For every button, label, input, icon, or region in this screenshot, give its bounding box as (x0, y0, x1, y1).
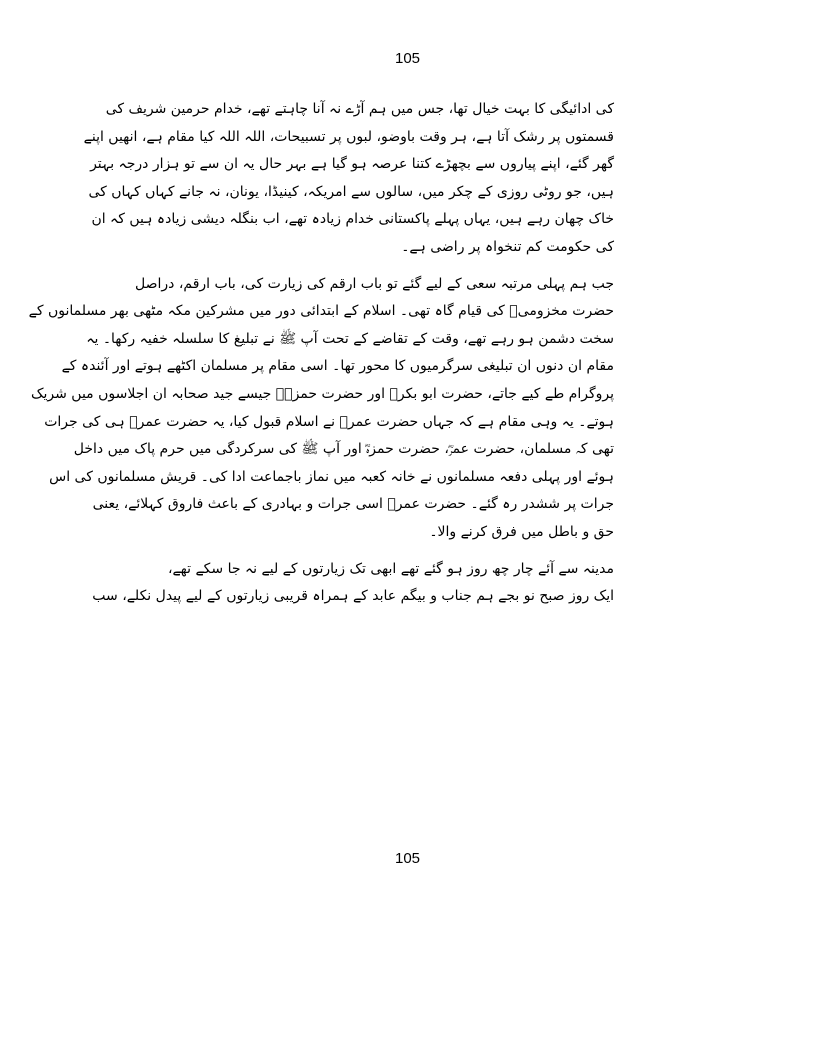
text-line: کی حکومت کم تنخواہ پر راضی ہے۔ (401, 238, 614, 255)
text-line: ایک روز صبح نو بجے ہم جناب و بیگم عابد کے ہمراہ قریبی زیارتوں کے لیے پیدل نکلے، سب (92, 588, 614, 605)
page-number-bottom: 105 (394, 850, 421, 867)
text-line: ہیں، جو روٹی روزی کے چکر میں، سالوں سے امریکہ، کینیڈا، یونان، نہ جانے کہاں کہاں کی (88, 183, 614, 200)
paragraph (92, 556, 614, 611)
text-line: جب ہم پہلی مرتبہ سعی کے لیے گئے تو باب ارقم کی زیارت کی، باب ارقم، دراصل (135, 275, 614, 292)
text-line: سخت دشمن ہو رہے تھے، وقت کے تقاضے کے تحت آپ ﷺ نے تبلیغ کا سلسلہ خفیہ رکھا۔ یہ (86, 330, 614, 347)
text-line: مقام ان دنوں ان تبلیغی سرگرمیوں کا محور تھا۔ اسی مقام پر مسلمان اکٹھے ہوتے اور آئندہ کے (61, 358, 614, 375)
text-line: کی ادائیگی کا بہت خیال تھا، جس میں ہم آڑے نہ آنا چاہتے تھے، خدام حرمین شریف کی (105, 101, 614, 117)
text-line: گھر گئے، اپنے پیاروں سے بچھڑے کتنا عرصہ ہو گیا ہے بہر حال یہ ان سے تو ہزار درجہ بہتر (90, 156, 614, 173)
paragraph (28, 271, 614, 547)
paragraph (83, 96, 614, 262)
text-line: مدینہ سے آئے چار چھ روز ہو گئے تھے ابھی تک زیارتوں کے لیے نہ جا سکے تھے، (167, 560, 614, 577)
text-line: جرات پر ششدر رہ گئے۔ حضرت عمرؓ اسی جرات و بہادری کے باعث فاروق کہلائے، یعنی (92, 496, 614, 513)
text-line: حضرت مخزومیؓ کی قیام گاہ تھی۔ اسلام کے ابتدائی دور میں مشرکین مکہ مٹھی بھر مسلمانوں کے (28, 303, 614, 320)
text-line: ہوتے۔ یہ وہی مقام ہے کہ جہاں حضرت عمرؓ نے اسلام قبول کیا، یہ حضرت عمرؓ ہی کی جرات (44, 413, 614, 430)
text-line: پروگرام طے کیے جاتے، حضرت ابو بکرؓ اور حضرت حمزہؓ جیسے جید صحابہ ان اجلاسوں میں شریک (30, 385, 614, 402)
text-line: حق و باطل میں فرق کرنے والا۔ (429, 523, 614, 540)
document-body (28, 96, 614, 611)
text-line: قسمتوں پر رشک آتا ہے، ہر وقت باوضو، لبوں پر تسبیحات، اللہ اللہ کیا مقام ہے، انھیں اپنے (83, 128, 614, 145)
text-line: ہوئے اور پہلی دفعہ مسلمانوں نے خانہ کعبہ میں نماز باجماعت ادا کی۔ قریش مسلمانوں کی اس (49, 468, 614, 485)
text-line: تھی کہ مسلمان، حضرت عمرؓ، حضرت حمزہؓ اور آپ ﷺ کی سرکردگی میں حرم پاک میں داخل (73, 441, 614, 458)
page-number-top: 105 (394, 50, 421, 67)
text-line: خاک چھان رہے ہیں، یہاں پہلے پاکستانی خدام زیادہ تھے، اب بنگلہ دیشی زیادہ ہیں کہ ان (91, 211, 614, 228)
